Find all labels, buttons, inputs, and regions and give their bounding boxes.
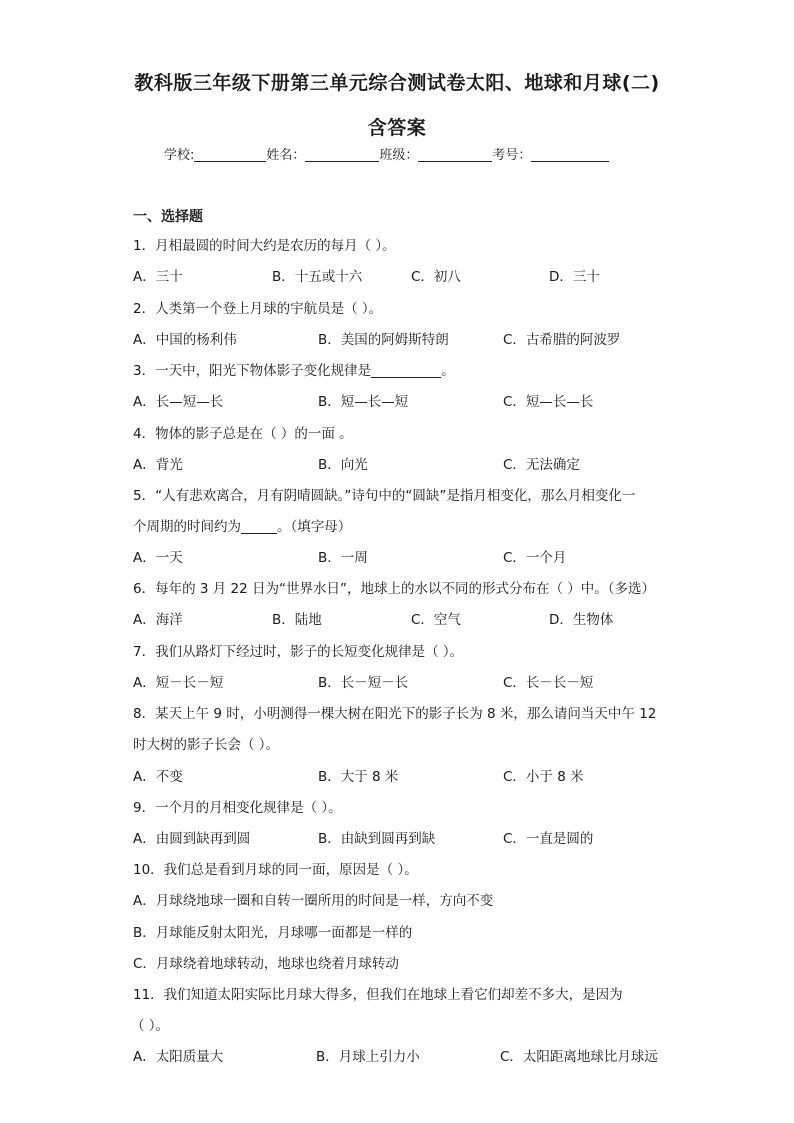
q7-option-a: A．短－长－短 (133, 675, 224, 691)
exam-title-line1: 教科版三年级下册第三单元综合测试卷太阳、地球和月球(二) (134, 72, 660, 94)
q6-option-c: C．空气 (411, 612, 461, 628)
name-blank[interactable] (305, 147, 379, 162)
q6-option-d: D．生物体 (549, 612, 614, 628)
question-5-line2 (133, 515, 351, 535)
q7-option-b: B．长－短－长 (318, 675, 409, 691)
q3-end: 。 (441, 363, 455, 379)
q2-option-b: B．美国的阿姆斯特朗 (318, 332, 449, 348)
q3-text: 3．一天中，阳光下物体影子变化规律是 (133, 363, 372, 379)
q2-option-c: C．古希腊的阿波罗 (503, 332, 621, 348)
q5-option-b: B．一周 (318, 550, 368, 566)
q1-option-b: B．十五或十六 (272, 269, 363, 285)
q4-option-b: B．向光 (318, 457, 368, 473)
q5-end: 。（填字母） (277, 519, 352, 535)
q2-option-a: A．中国的杨利伟 (133, 332, 237, 348)
q9-option-a: A．由圆到缺再到圆 (133, 831, 251, 847)
school-label: 学校: (164, 148, 195, 163)
q9-option-b: B．由缺到圆再到缺 (318, 831, 436, 847)
q4-option-c: C．无法确定 (503, 457, 580, 473)
student-info-row (164, 144, 609, 163)
q5-answer-blank[interactable] (241, 519, 277, 534)
q9-option-c: C．一直是圆的 (503, 831, 594, 847)
question-7: 7．我们从路灯下经过时，影子的长短变化规律是（ ）。 (133, 644, 464, 660)
q7-option-c: C．长－长－短 (503, 675, 594, 691)
q4-option-a: A．背光 (133, 457, 183, 473)
question-5-line1: 5．“人有悲欢离合，月有阴晴圆缺。”诗句中的“圆缺”是指月相变化，那么月相变化一 (133, 488, 636, 504)
q8-option-c: C．小于 8 米 (503, 769, 584, 785)
q6-option-b: B．陆地 (272, 612, 322, 628)
class-label: 班级： (379, 148, 419, 163)
q3-option-a: A．长—短—长 (133, 394, 224, 410)
q10-option-c: C．月球绕着地球转动，地球也绕着月球转动 (133, 956, 399, 972)
question-9: 9．一个月的月相变化规律是（ ）。 (133, 800, 342, 816)
question-3 (133, 359, 455, 379)
q10-option-b: B．月球能反射太阳光，月球哪一面都是一样的 (133, 925, 413, 941)
q6-option-a: A．海洋 (133, 612, 183, 628)
q1-option-d: D．三十 (549, 269, 600, 285)
question-4: 4．物体的影子总是在（ ）的一面 。 (133, 426, 353, 442)
q10-option-a: A．月球绕地球一圈和自转一圈所用的时间是一样，方向不变 (133, 893, 494, 909)
q5-text: 个周期的时间约为 (133, 519, 241, 535)
q1-option-c: C．初八 (411, 269, 461, 285)
question-8-line2: 时大树的影子长会（ ）。 (133, 737, 280, 753)
q5-option-a: A．一天 (133, 550, 183, 566)
name-label: 姓名： (266, 148, 306, 163)
section-heading: 一、选择题 (133, 209, 203, 225)
q8-option-b: B．大于 8 米 (318, 769, 399, 785)
question-1: 1．月相最圆的时间大约是农历的每月（ ）。 (133, 238, 396, 254)
question-11-line2: （ ）。 (131, 1018, 170, 1034)
class-blank[interactable] (418, 147, 492, 162)
question-10: 10．我们总是看到月球的同一面，原因是（ ）。 (133, 862, 418, 878)
school-blank[interactable] (194, 147, 266, 162)
q8-option-a: A．不变 (133, 769, 183, 785)
question-8-line1: 8．某天上午 9 时，小明测得一棵大树在阳光下的影子长为 8 米，那么请问当天中午 12 (133, 706, 657, 722)
q3-answer-blank[interactable] (371, 363, 441, 378)
question-11-line1: 11．我们知道太阳实际比月球大得多，但我们在地球上看它们却差不多大，是因为 (133, 987, 623, 1003)
q5-option-c: C．一个月 (503, 550, 567, 566)
q11-option-a: A．太阳质量大 (133, 1049, 224, 1065)
question-6: 6．每年的 3 月 22 日为“世界水日”，地球上的水以不同的形式分布在（ ）中。（多选） (133, 581, 656, 597)
number-blank[interactable] (531, 147, 609, 162)
exam-title-line2: 含答案 (367, 117, 427, 139)
number-label: 考号： (492, 148, 532, 163)
q11-option-c: C．太阳距离地球比月球远 (500, 1049, 658, 1065)
q3-option-b: B．短—长—短 (318, 394, 409, 410)
q11-option-b: B．月球上引力小 (316, 1049, 420, 1065)
question-2: 2．人类第一个登上月球的宇航员是（ ）。 (133, 301, 383, 317)
q3-option-c: C．短—长—长 (503, 394, 594, 410)
q1-option-a: A．三十 (133, 269, 183, 285)
